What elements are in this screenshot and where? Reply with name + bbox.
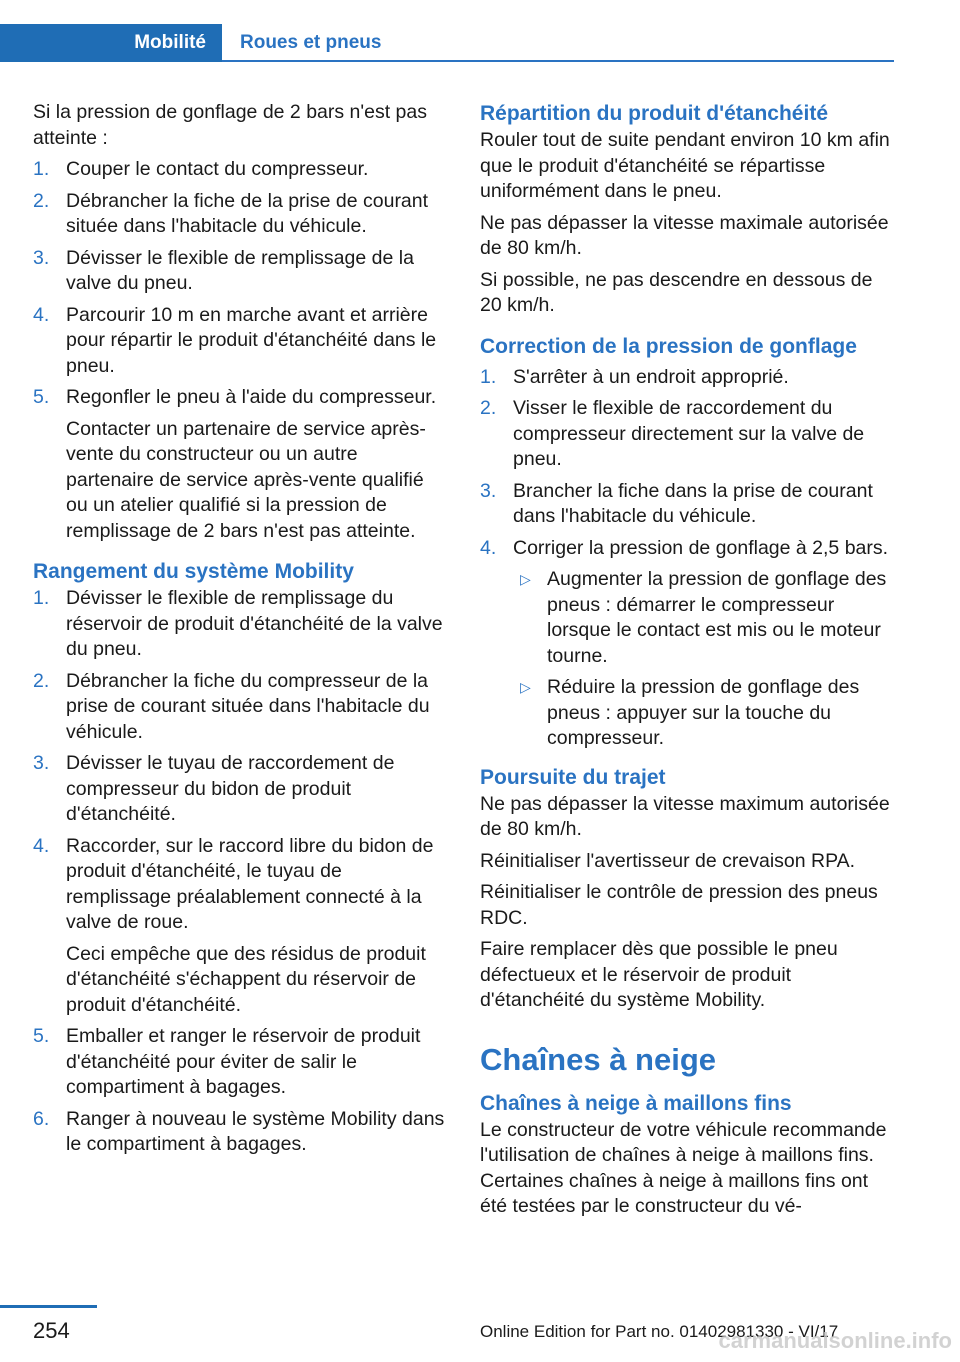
- right-column: [480, 100, 896, 1226]
- paragraph: Faire remplacer dès que possible le pneu défectueux et le réservoir de produit d'étanchéité du système Mobility.: [480, 938, 838, 1011]
- step-number: 4.: [33, 834, 50, 857]
- heading-chaines: Chaînes à neige: [480, 1041, 717, 1077]
- footer-rule: [0, 1305, 97, 1308]
- heading-correction: Correction de la pression de gonflage: [480, 334, 857, 358]
- sub-list: [513, 567, 896, 752]
- section-tab-label: Mobilité: [134, 32, 206, 53]
- step-text: Débrancher la fiche de la prise de courant située dans l'habitacle du véhicule.: [66, 189, 429, 237]
- step-number: 3.: [33, 752, 50, 774]
- list-item: [33, 157, 447, 183]
- sub-item-text: Réduire la pression de gonflage des pneus : appuyer sur la touche du compresseur.: [547, 676, 860, 749]
- list-item: [33, 246, 447, 297]
- step-number: 4.: [480, 536, 497, 559]
- step-text: Brancher la fiche dans la prise de courant dans l'habitacle du véhicule.: [513, 479, 873, 527]
- step-text: Regonfler le pneu à l'aide du compresseur.: [66, 386, 437, 408]
- page-header: [0, 24, 894, 62]
- step-text: Dévisser le flexible de remplissage de la valve du pneu.: [66, 246, 414, 294]
- header-rule: [222, 60, 894, 62]
- step-number: 1.: [33, 158, 50, 180]
- list-item: [33, 303, 447, 380]
- step-number: 1.: [480, 365, 497, 388]
- steps-list-storage: [33, 586, 447, 1158]
- list-item: [33, 834, 447, 1019]
- step-note: Contacter un partenaire de service après-vente du constructeur ou un autre partenaire de service après-vente qualifié ou un atelier qualifié si la pression de remplissage de 2 bars n'est pas atteinte.: [66, 417, 426, 542]
- sub-list-item: [513, 675, 896, 752]
- step-text: S'arrêter à un endroit approprié.: [513, 365, 789, 388]
- paragraph: Ne pas dépasser la vitesse maximum autorisée de 80 km/h.: [480, 792, 890, 840]
- step-number: 2.: [33, 189, 50, 212]
- left-column: [33, 100, 447, 1164]
- intro-paragraph: Si la pression de gonflage de 2 bars n'est pas atteinte :: [33, 101, 427, 149]
- step-number: 2.: [33, 669, 50, 692]
- sub-list-item: [513, 567, 896, 669]
- watermark: carmanualsonline.info: [718, 1328, 952, 1353]
- list-item: [33, 751, 447, 828]
- list-item: [33, 1107, 447, 1158]
- steps-list-pressure: [33, 157, 447, 544]
- step-text: Corriger la pression de gonflage à 2,5 bars.: [513, 536, 889, 559]
- step-number: 5.: [33, 1025, 50, 1047]
- step-text: Emballer et ranger le réservoir de produit d'étanchéité pour éviter de salir le compartiment à bagages.: [66, 1025, 421, 1098]
- list-item: [480, 365, 896, 391]
- step-text: Visser le flexible de raccordement du compresseur directement sur la valve de pneu.: [513, 397, 865, 470]
- chapter-tab-roues: Roues et pneus: [240, 32, 382, 53]
- paragraph: Le constructeur de votre véhicule recommande l'utilisation de chaînes à neige à maillons fins. Certaines chaînes à neige à maillons fins ont été testées par le constructeur du vé-: [480, 1118, 887, 1217]
- heading-poursuite: Poursuite du trajet: [480, 765, 666, 789]
- heading-rangement: Rangement du système Mobility: [33, 560, 354, 583]
- list-item: [33, 586, 447, 663]
- paragraph: Réinitialiser l'avertisseur de crevaison RPA.: [480, 849, 856, 872]
- list-item: [33, 385, 447, 544]
- steps-list-correction: [480, 365, 896, 752]
- step-text: Raccorder, sur le raccord libre du bidon de produit d'étanchéité, le tuyau de remplissage préalablement connecté à la valve de roue.: [66, 834, 434, 933]
- page-number: 254: [33, 1318, 70, 1343]
- list-item: [480, 396, 896, 473]
- paragraph: Ne pas dépasser la vitesse maximale autorisée de 80 km/h.: [480, 211, 889, 259]
- step-text: Ranger à nouveau le système Mobility dans le compartiment à bagages.: [66, 1107, 445, 1155]
- triangle-bullet-icon: ▷: [520, 679, 531, 695]
- section-tab-mobilite: [0, 24, 222, 62]
- step-number: 4.: [33, 303, 50, 326]
- step-number: 2.: [480, 397, 497, 419]
- list-item: [33, 189, 447, 240]
- sub-item-text: Augmenter la pression de gonflage des pneus : démarrer le compresseur lorsque le contact est mis ou le moteur tourne.: [547, 568, 887, 667]
- triangle-bullet-icon: ▷: [520, 571, 531, 587]
- paragraph: Réinitialiser le contrôle de pression des pneus RDC.: [480, 881, 878, 929]
- step-number: 3.: [480, 479, 497, 502]
- list-item: [33, 1024, 447, 1101]
- paragraph: Rouler tout de suite pendant environ 10 km afin que le produit d'étanchéité se répartisse uniformément dans le pneu.: [480, 129, 890, 202]
- paragraph: Si possible, ne pas descendre en dessous de 20 km/h.: [480, 268, 873, 316]
- edition-text: Online Edition for Part no. 01402981330 - VI/17: [480, 1322, 839, 1341]
- step-text: Débrancher la fiche du compresseur de la prise de courant située dans l'habitacle du véhicule.: [66, 669, 430, 743]
- step-text: Parcourir 10 m en marche avant et arrière pour répartir le produit d'étanchéité dans le pneu.: [66, 303, 437, 377]
- heading-maillons: Chaînes à neige à maillons fins: [480, 1091, 792, 1115]
- step-text: Couper le contact du compresseur.: [66, 158, 369, 180]
- list-item: [33, 669, 447, 746]
- step-number: 6.: [33, 1107, 50, 1130]
- list-item: [480, 479, 896, 530]
- step-text: Dévisser le tuyau de raccordement de compresseur du bidon de produit d'étanchéité.: [66, 752, 395, 825]
- step-number: 3.: [33, 246, 50, 269]
- list-item: [480, 536, 896, 752]
- step-number: 1.: [33, 587, 50, 609]
- heading-repartition: Répartition du produit d'étanchéité: [480, 102, 828, 125]
- step-text: Dévisser le flexible de remplissage du réservoir de produit d'étanchéité de la valve du pneu.: [66, 587, 443, 660]
- step-note: Ceci empêche que des résidus de produit d'étanchéité s'échappent du réservoir de produit d'étanchéité.: [66, 942, 426, 1016]
- step-number: 5.: [33, 386, 50, 408]
